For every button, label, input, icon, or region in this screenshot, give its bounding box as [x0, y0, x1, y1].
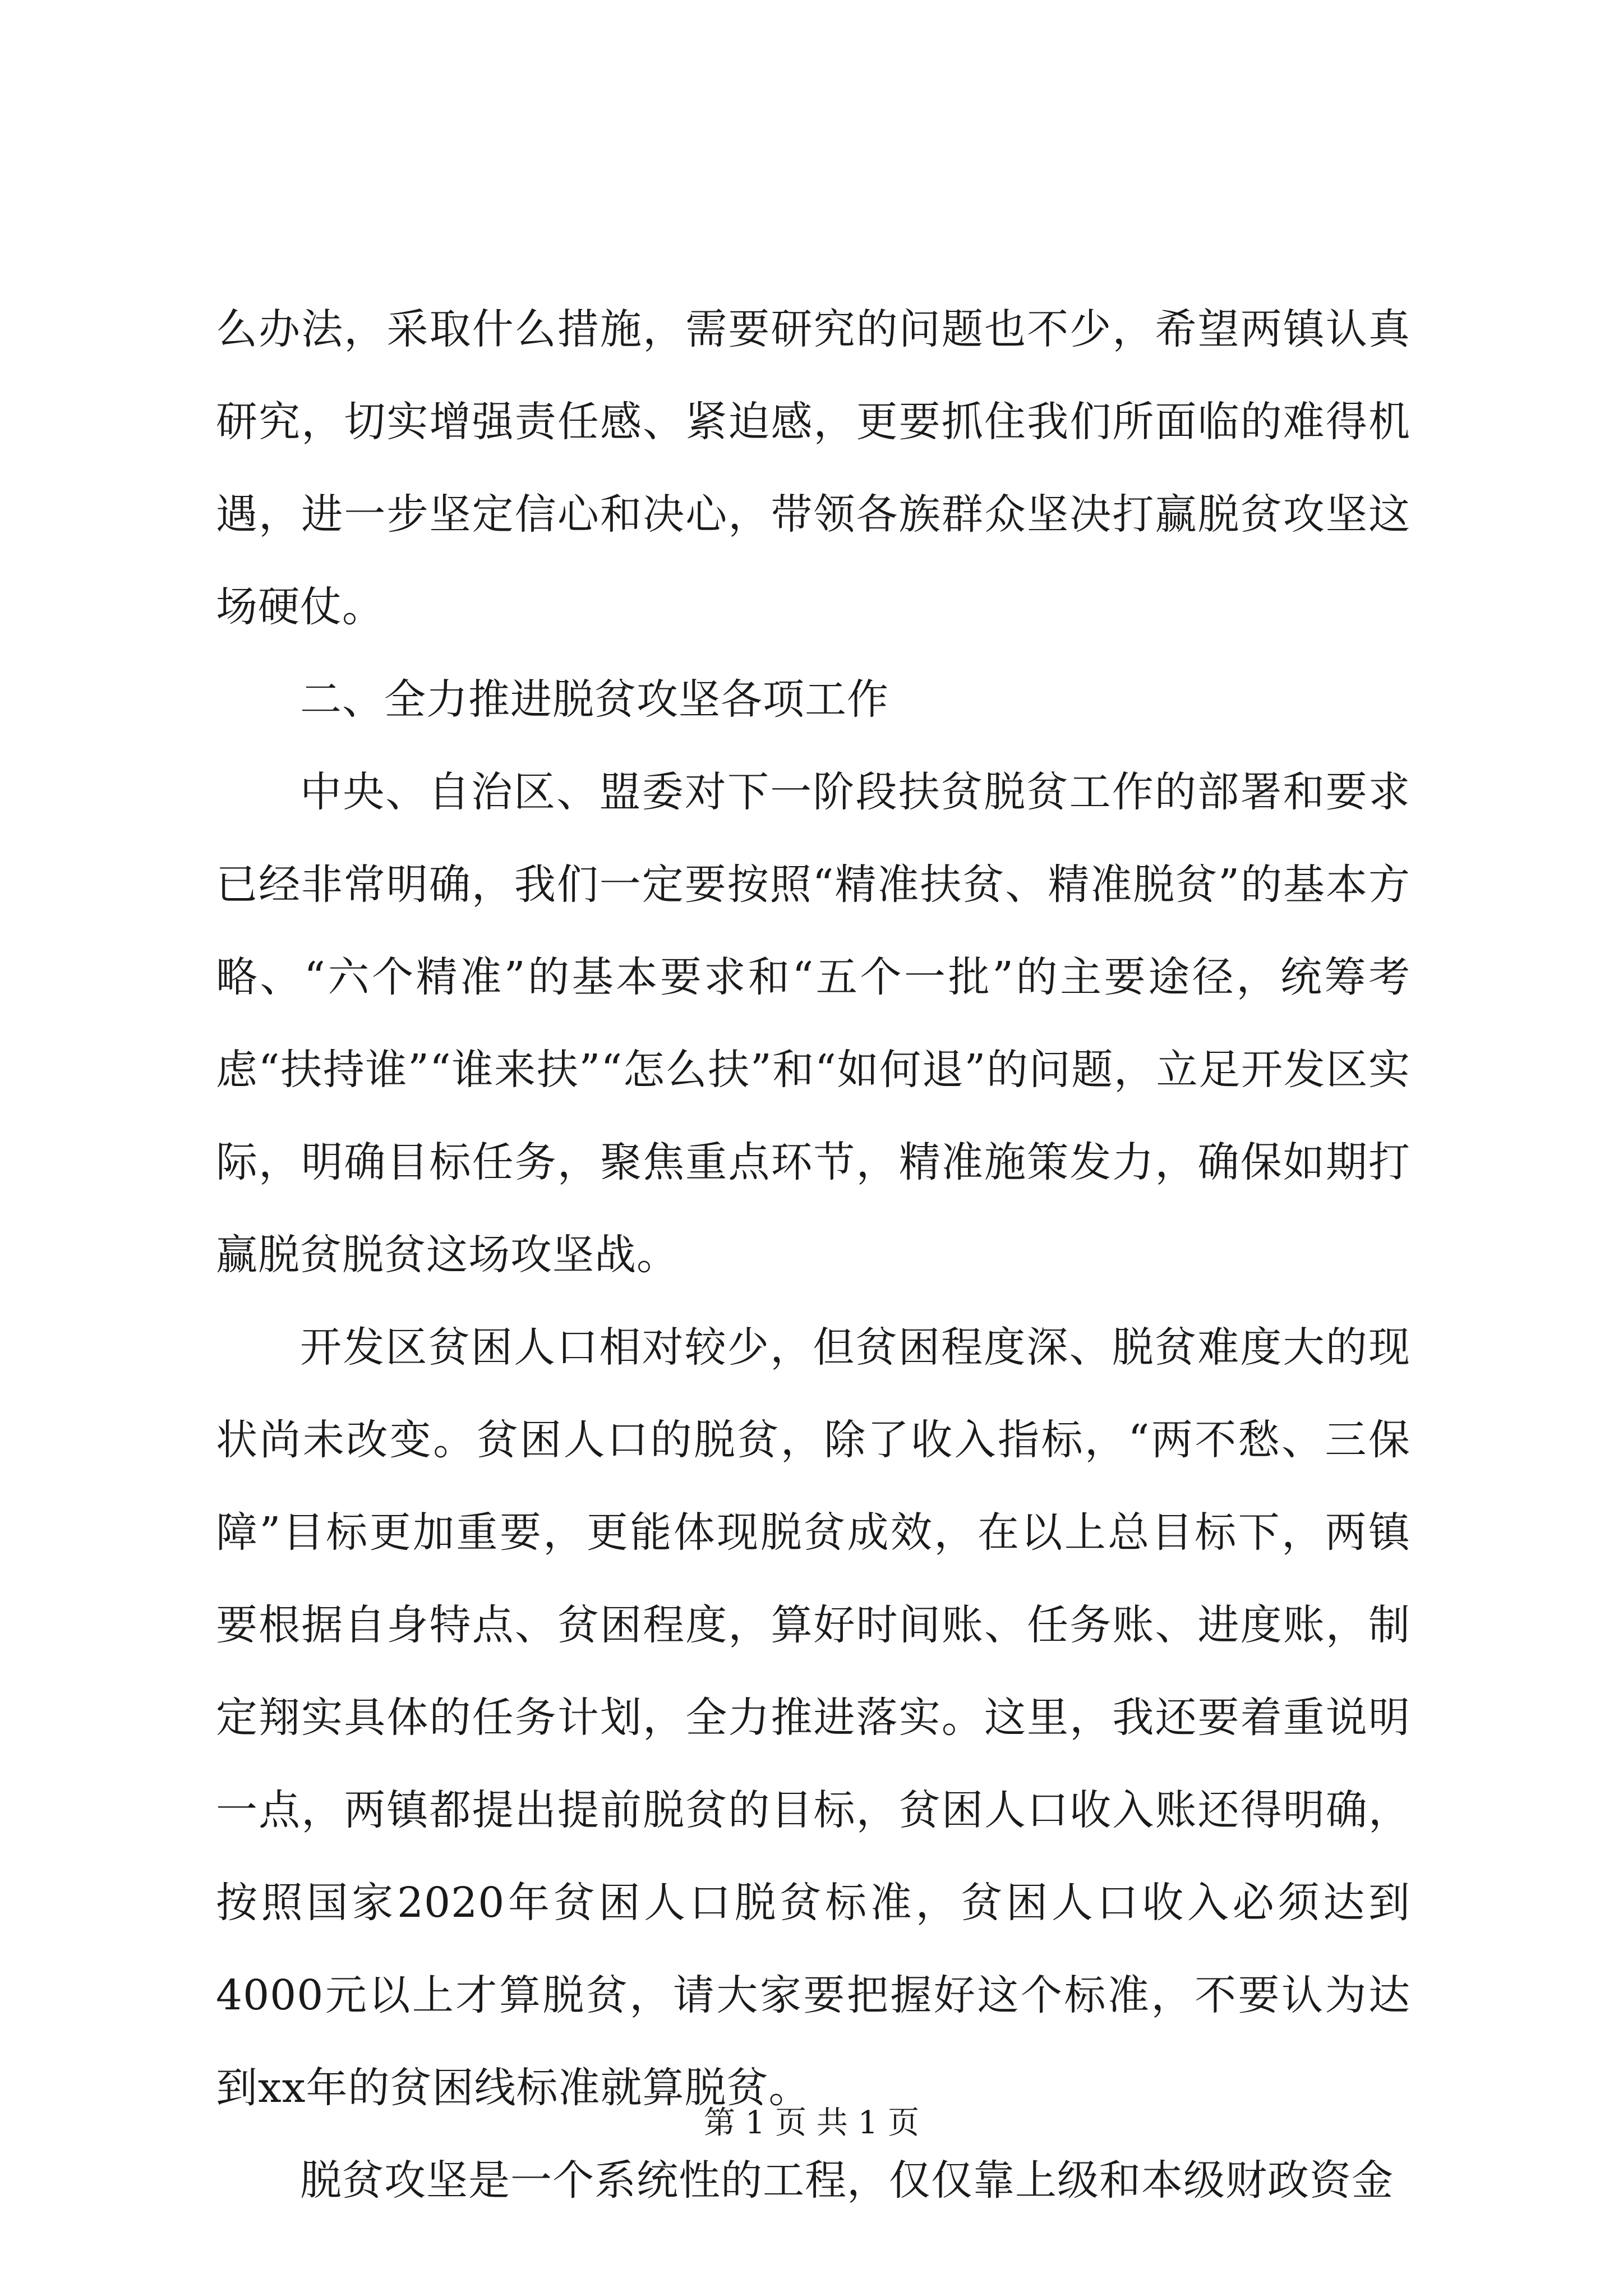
- paragraph-systematic: 脱贫攻坚是一个系统性的工程，仅仅靠上级和本级财政资金: [300, 2156, 1394, 2205]
- page-footer: [0, 2101, 1623, 2146]
- paragraph-development-zone: 开发区贫困人口相对较少，但贫困程度深、脱贫难度大的现状尚未改变。贫困人口的脱贫，除了收入指标，“两不愁、三保障”目标更加重要，更能体现脱贫成效，在以上总目标下，两镇要根据自身特点、贫困程度，算好时间账、任务账、进度账，制定翔实具体的任务计划，全力推进落实。这里，我还要着重说明一点，两镇都提出提前脱贫的目标，贫困人口收入账还得明确，按照国家2020年贫困人口脱贫标准，贫困人口收入必须达到4000元以上才算脱贫，请大家要把握好这个标准，不要认为达到xx年的贫困线标准就算脱贫。: [216, 1323, 1410, 2112]
- paragraph-central-deployment: 中央、自治区、盟委对下一阶段扶贫脱贫工作的部署和要求已经非常明确，我们一定要按照“精准扶贫、精准脱贫”的基本方略、“六个精准”的基本要求和“五个一批”的主要途径，统筹考虑“扶持谁”“谁来扶”“怎么扶”和“如何退”的问题，立足开发区实际，明确目标任务，聚焦重点环节，精准施策发力，确保如期打赢脱贫脱贫这场攻坚战。: [216, 768, 1410, 1279]
- paragraph-continuation: 么办法，采取什么措施，需要研究的问题也不少，希望两镇认真研究，切实增强责任感、紧迫感，更要抓住我们所面临的难得机遇，进一步坚定信心和决心，带领各族群众坚决打赢脱贫攻坚这场硬仗。: [216, 305, 1410, 631]
- page-number-label: 第 1 页 共 1 页: [703, 2105, 920, 2141]
- document-body: [216, 283, 1410, 2227]
- section-heading: 二、全力推进脱贫攻坚各项工作: [300, 675, 889, 724]
